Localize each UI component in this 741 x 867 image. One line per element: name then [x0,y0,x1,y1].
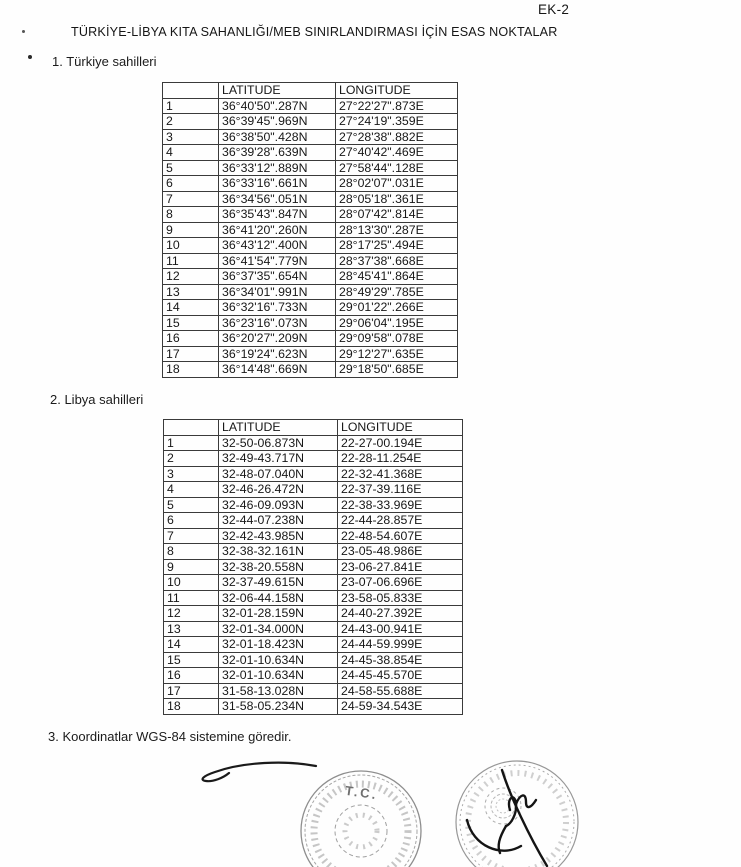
cell-longitude: 27°22'27".873E [336,98,458,114]
cell-latitude: 36°40'50".287N [219,98,336,114]
cell-latitude: 31-58-05.234N [219,699,338,715]
table-row [163,176,458,192]
cell-latitude: 36°23'16".073N [219,315,336,331]
cell-latitude: 36°34'01".991N [219,284,336,300]
cell-index: 15 [163,315,219,331]
cell-index: 15 [164,652,219,668]
table-row [163,98,458,114]
cell-longitude: 28°37'38".668E [336,253,458,269]
col-header-index [163,83,219,99]
turkiye-coordinates-table [162,82,458,378]
cell-longitude: 22-44-28.857E [338,513,463,529]
cell-longitude: 24-58-55.688E [338,683,463,699]
table-row [164,435,463,451]
cell-longitude: 27°58'44".128E [336,160,458,176]
table-row [164,621,463,637]
cell-index: 18 [163,362,219,378]
cell-index: 14 [163,300,219,316]
cell-index: 16 [164,668,219,684]
table-row [164,606,463,622]
table-row [164,451,463,467]
cell-index: 4 [164,482,219,498]
cell-longitude: 23-06-27.841E [338,559,463,575]
table-row [163,191,458,207]
cell-longitude: 29°01'22".266E [336,300,458,316]
table-row [163,346,458,362]
cell-longitude: 24-45-45.570E [338,668,463,684]
scan-artifact-dot [28,55,32,59]
table-row [163,160,458,176]
cell-index: 7 [164,528,219,544]
cell-index: 2 [163,114,219,130]
table-row [163,253,458,269]
table-header-row [163,83,458,99]
table-row [164,637,463,653]
cell-latitude: 32-01-10.634N [219,668,338,684]
table-row [163,362,458,378]
cell-index: 16 [163,331,219,347]
cell-longitude: 28°02'07".031E [336,176,458,192]
cell-index: 2 [164,451,219,467]
table-row [164,466,463,482]
cell-longitude: 28°07'42".814E [336,207,458,223]
cell-latitude: 32-01-10.634N [219,652,338,668]
table-row [163,238,458,254]
col-header-latitude: LATITUDE [219,420,338,436]
cell-longitude: 22-28-11.254E [338,451,463,467]
cell-index: 11 [163,253,219,269]
cell-index: 9 [163,222,219,238]
cell-longitude: 24-44-59.999E [338,637,463,653]
cell-latitude: 32-38-32.161N [219,544,338,560]
cell-latitude: 36°37'35".654N [219,269,336,285]
table-row [164,590,463,606]
cell-index: 3 [163,129,219,145]
cell-longitude: 28°17'25".494E [336,238,458,254]
cell-index: 9 [164,559,219,575]
cell-index: 10 [164,575,219,591]
cell-longitude: 28°05'18".361E [336,191,458,207]
cell-index: 1 [163,98,219,114]
table-row [164,668,463,684]
note-wgs84: 3. Koordinatlar WGS-84 sistemine göredir. [48,729,292,744]
cell-latitude: 36°20'27".209N [219,331,336,347]
cell-index: 11 [164,590,219,606]
cell-latitude: 36°33'16".661N [219,176,336,192]
cell-latitude: 36°41'20".260N [219,222,336,238]
cell-index: 5 [163,160,219,176]
table-row [164,683,463,699]
scan-artifact-dot [22,30,25,33]
official-seal-stamp-signed [453,758,583,867]
cell-longitude: 24-45-38.854E [338,652,463,668]
col-header-latitude: LATITUDE [219,83,336,99]
cell-index: 4 [163,145,219,161]
signature-strokes [467,770,547,866]
cell-index: 10 [163,238,219,254]
cell-index: 1 [164,435,219,451]
cell-longitude: 29°18'50".685E [336,362,458,378]
table-row [163,114,458,130]
cell-longitude: 28°13'30".287E [336,222,458,238]
cell-longitude: 23-07-06.696E [338,575,463,591]
cell-latitude: 36°39'28".639N [219,145,336,161]
table-row [164,497,463,513]
table-row [163,129,458,145]
cell-longitude: 22-32-41.368E [338,466,463,482]
table-row [163,145,458,161]
cell-latitude: 36°38'50".428N [219,129,336,145]
cell-longitude: 28°45'41".864E [336,269,458,285]
cell-latitude: 36°14'48".669N [219,362,336,378]
cell-latitude: 36°32'16".733N [219,300,336,316]
cell-longitude: 23-58-05.833E [338,590,463,606]
cell-index: 8 [163,207,219,223]
cell-latitude: 32-06-44.158N [219,590,338,606]
table-row [163,269,458,285]
cell-longitude: 29°09'58".078E [336,331,458,347]
section-heading-turkiye: 1. Türkiye sahilleri [52,54,157,69]
section-heading-libya: 2. Libya sahilleri [50,392,144,407]
cell-index: 6 [163,176,219,192]
cell-latitude: 36°34'56".051N [219,191,336,207]
cell-longitude: 24-59-34.543E [338,699,463,715]
table-row [164,544,463,560]
cell-longitude: 22-27-00.194E [338,435,463,451]
table-row [163,300,458,316]
col-header-longitude: LONGITUDE [338,420,463,436]
cell-index: 8 [164,544,219,560]
official-seal-stamp [298,768,424,867]
cell-latitude: 32-38-20.558N [219,559,338,575]
stamp-tc-label: T.C. [344,782,380,803]
table-header-row [164,420,463,436]
cell-latitude: 32-01-18.423N [219,637,338,653]
cell-latitude: 32-46-26.472N [219,482,338,498]
table-row [164,699,463,715]
cell-latitude: 32-42-43.985N [219,528,338,544]
cell-index: 6 [164,513,219,529]
cell-index: 3 [164,466,219,482]
cell-latitude: 31-58-13.028N [219,683,338,699]
table-row [163,315,458,331]
cell-latitude: 32-49-43.717N [219,451,338,467]
cell-index: 13 [163,284,219,300]
cell-longitude: 29°12'27".635E [336,346,458,362]
cell-index: 12 [164,606,219,622]
cell-longitude: 27°24'19".359E [336,114,458,130]
table-row [164,575,463,591]
cell-longitude: 24-40-27.392E [338,606,463,622]
cell-latitude: 32-48-07.040N [219,466,338,482]
table-row [163,207,458,223]
table-row [163,284,458,300]
cell-longitude: 24-43-00.941E [338,621,463,637]
table-row [164,528,463,544]
cell-latitude: 36°33'12".889N [219,160,336,176]
cell-longitude: 27°40'42".469E [336,145,458,161]
cell-index: 18 [164,699,219,715]
cell-longitude: 27°28'38".882E [336,129,458,145]
cell-longitude: 22-38-33.969E [338,497,463,513]
cell-index: 17 [164,683,219,699]
col-header-longitude: LONGITUDE [336,83,458,99]
table-row [164,652,463,668]
cell-latitude: 36°35'43".847N [219,207,336,223]
cell-longitude: 22-48-54.607E [338,528,463,544]
cell-latitude: 36°43'12".400N [219,238,336,254]
cell-latitude: 36°39'45".969N [219,114,336,130]
cell-index: 13 [164,621,219,637]
table-row [163,222,458,238]
cell-latitude: 36°19'24".623N [219,346,336,362]
cell-latitude: 32-01-28.159N [219,606,338,622]
table-row [163,331,458,347]
table-row [164,559,463,575]
page-title: TÜRKİYE-LİBYA KITA SAHANLIĞI/MEB SINIRLANDIRMASI İÇİN ESAS NOKTALAR [71,25,558,39]
cell-latitude: 32-37-49.615N [219,575,338,591]
cell-longitude: 29°06'04".195E [336,315,458,331]
cell-index: 17 [163,346,219,362]
cell-index: 14 [164,637,219,653]
cell-latitude: 32-01-34.000N [219,621,338,637]
cell-longitude: 22-37-39.116E [338,482,463,498]
table-row [164,482,463,498]
col-header-index [164,420,219,436]
annex-label: EK-2 [538,2,570,17]
cell-longitude: 28°49'29".785E [336,284,458,300]
cell-latitude: 36°41'54".779N [219,253,336,269]
cell-index: 5 [164,497,219,513]
table-row [164,513,463,529]
cell-longitude: 23-05-48.986E [338,544,463,560]
cell-latitude: 32-50-06.873N [219,435,338,451]
libya-coordinates-table [163,419,463,715]
cell-index: 12 [163,269,219,285]
cell-latitude: 32-46-09.093N [219,497,338,513]
cell-index: 7 [163,191,219,207]
cell-latitude: 32-44-07.238N [219,513,338,529]
